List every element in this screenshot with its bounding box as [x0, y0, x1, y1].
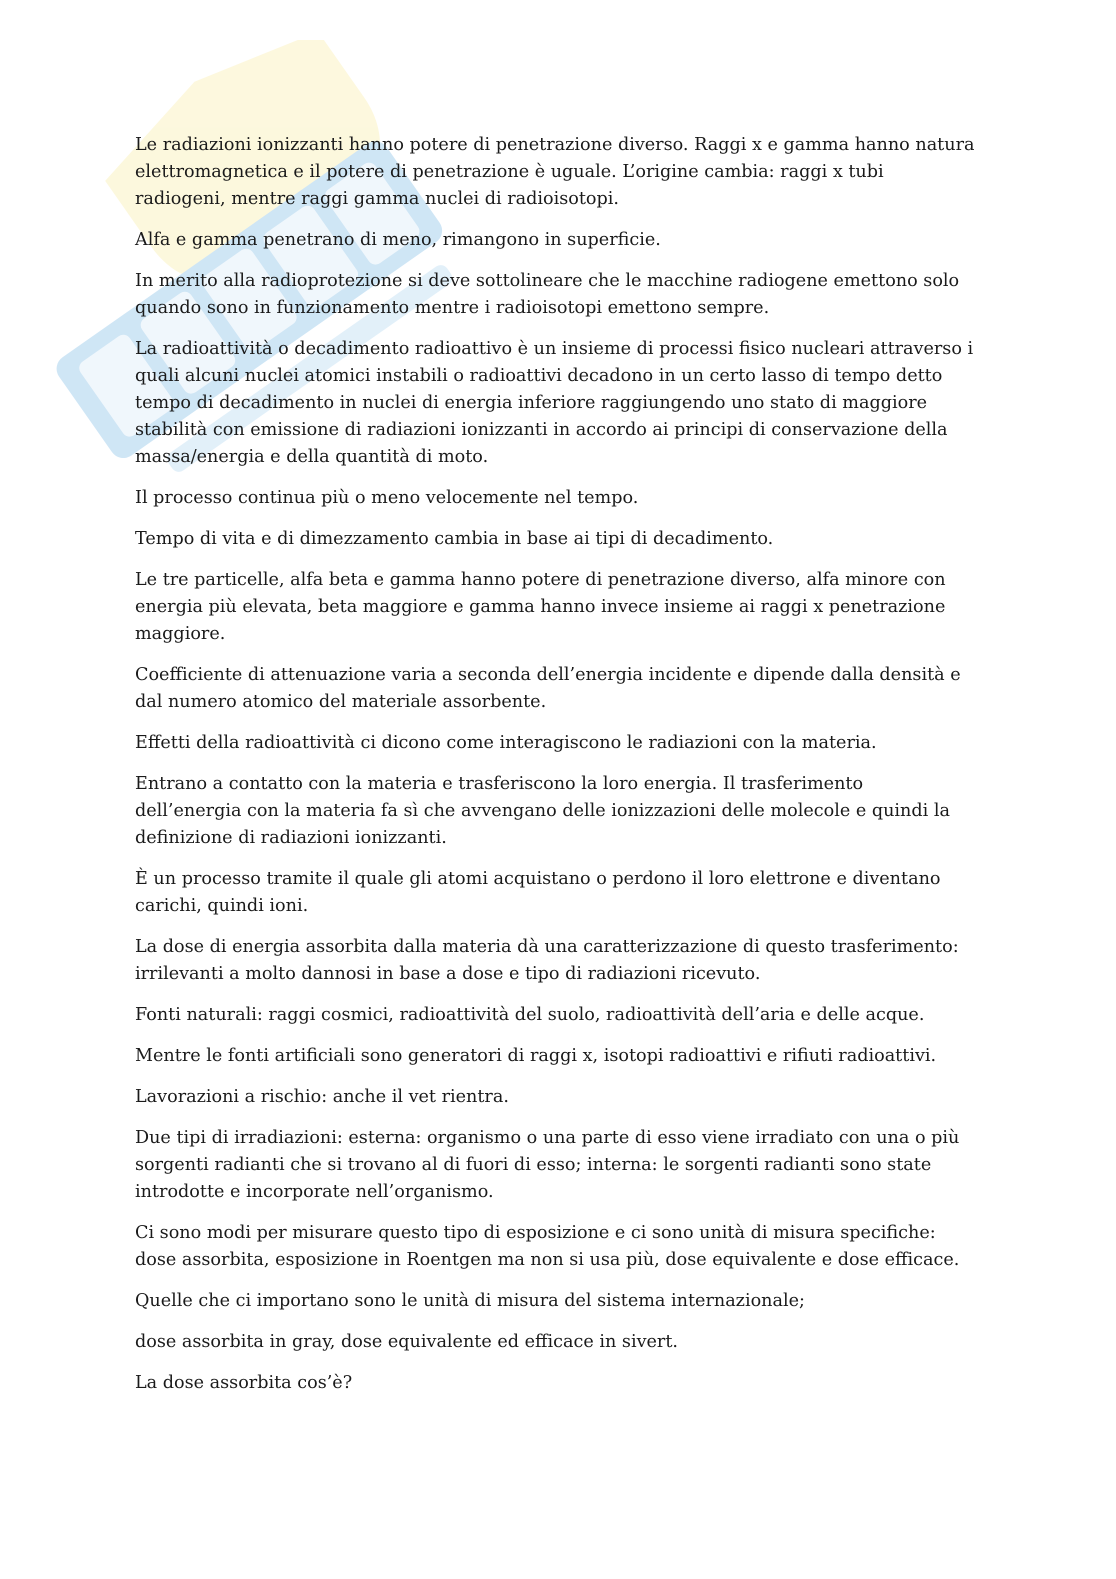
paragraph: È un processo tramite il quale gli atomi acquistano o perdono il loro elettrone e diventano carichi, quindi ioni. — [135, 869, 941, 916]
paragraph: Tempo di vita e di dimezzamento cambia in base ai tipi di decadimento. — [135, 529, 774, 549]
document-body — [135, 132, 975, 1411]
paragraph: Le tre particelle, alfa beta e gamma hanno potere di penetrazione diverso, alfa minore con energia più elevata, beta maggiore e gamma hanno invece insieme ai raggi x penetrazione maggiore. — [135, 570, 946, 644]
paragraph: La dose di energia assorbita dalla materia dà una caratterizzazione di questo trasferimento: irrilevanti a molto dannosi in base a dose e tipo di radiazioni ricevuto. — [135, 937, 959, 984]
paragraph: Lavorazioni a rischio: anche il vet rientra. — [135, 1087, 509, 1107]
paragraph: dose assorbita in gray, dose equivalente ed efficace in sivert. — [135, 1332, 679, 1352]
paragraph: Il processo continua più o meno velocemente nel tempo. — [135, 488, 639, 508]
paragraph: La radioattività o decadimento radioattivo è un insieme di processi fisico nucleari attraverso i quali alcuni nuclei atomici instabili o radioattivi decadono in un certo lasso di tempo detto tempo di decadimento in nuclei di energia inferiore raggiungendo uno stato di maggiore stabilità con emissione di radiazioni ionizzanti in accordo ai principi di conservazione della massa/energia e della quantità di moto. — [135, 339, 974, 467]
paragraph: Ci sono modi per misurare questo tipo di esposizione e ci sono unità di misura specifiche: dose assorbita, esposizione in Roentgen ma non si usa più, dose equivalente e dose efficace. — [135, 1223, 960, 1270]
paragraph: La dose assorbita cos’è? — [135, 1373, 353, 1393]
paragraph: Le radiazioni ionizzanti hanno potere di penetrazione diverso. Raggi x e gamma hanno natura elettromagnetica e il potere di penetrazione è uguale. L’origine cambia: raggi x tubi radiogeni, mentre raggi gamma nuclei di radioisotopi. — [135, 135, 975, 209]
paragraph: Alfa e gamma penetrano di meno, rimangono in superficie. — [135, 230, 661, 250]
paragraph: Coefficiente di attenuazione varia a seconda dell’energia incidente e dipende dalla densità e dal numero atomico del materiale assorbente. — [135, 665, 961, 712]
paragraph: Entrano a contatto con la materia e trasferiscono la loro energia. Il trasferimento dell’energia con la materia fa sì che avvengano delle ionizzazioni delle molecole e quindi la definizione di radiazioni ionizzanti. — [135, 774, 950, 848]
paragraph: Fonti naturali: raggi cosmici, radioattività del suolo, radioattività dell’aria e delle acque. — [135, 1005, 925, 1025]
paragraph: Effetti della radioattività ci dicono come interagiscono le radiazioni con la materia. — [135, 733, 877, 753]
paragraph: Due tipi di irradiazioni: esterna: organismo o una parte di esso viene irradiato con una o più sorgenti radianti che si trovano al di fuori di esso; interna: le sorgenti radianti sono state introdotte e incorporate nell’organismo. — [135, 1128, 960, 1202]
paragraph: Mentre le fonti artificiali sono generatori di raggi x, isotopi radioattivi e rifiuti radioattivi. — [135, 1046, 937, 1066]
paragraph: Quelle che ci importano sono le unità di misura del sistema internazionale; — [135, 1291, 805, 1311]
paragraph: In merito alla radioprotezione si deve sottolineare che le macchine radiogene emettono solo quando sono in funzionamento mentre i radioisotopi emettono sempre. — [135, 271, 960, 318]
